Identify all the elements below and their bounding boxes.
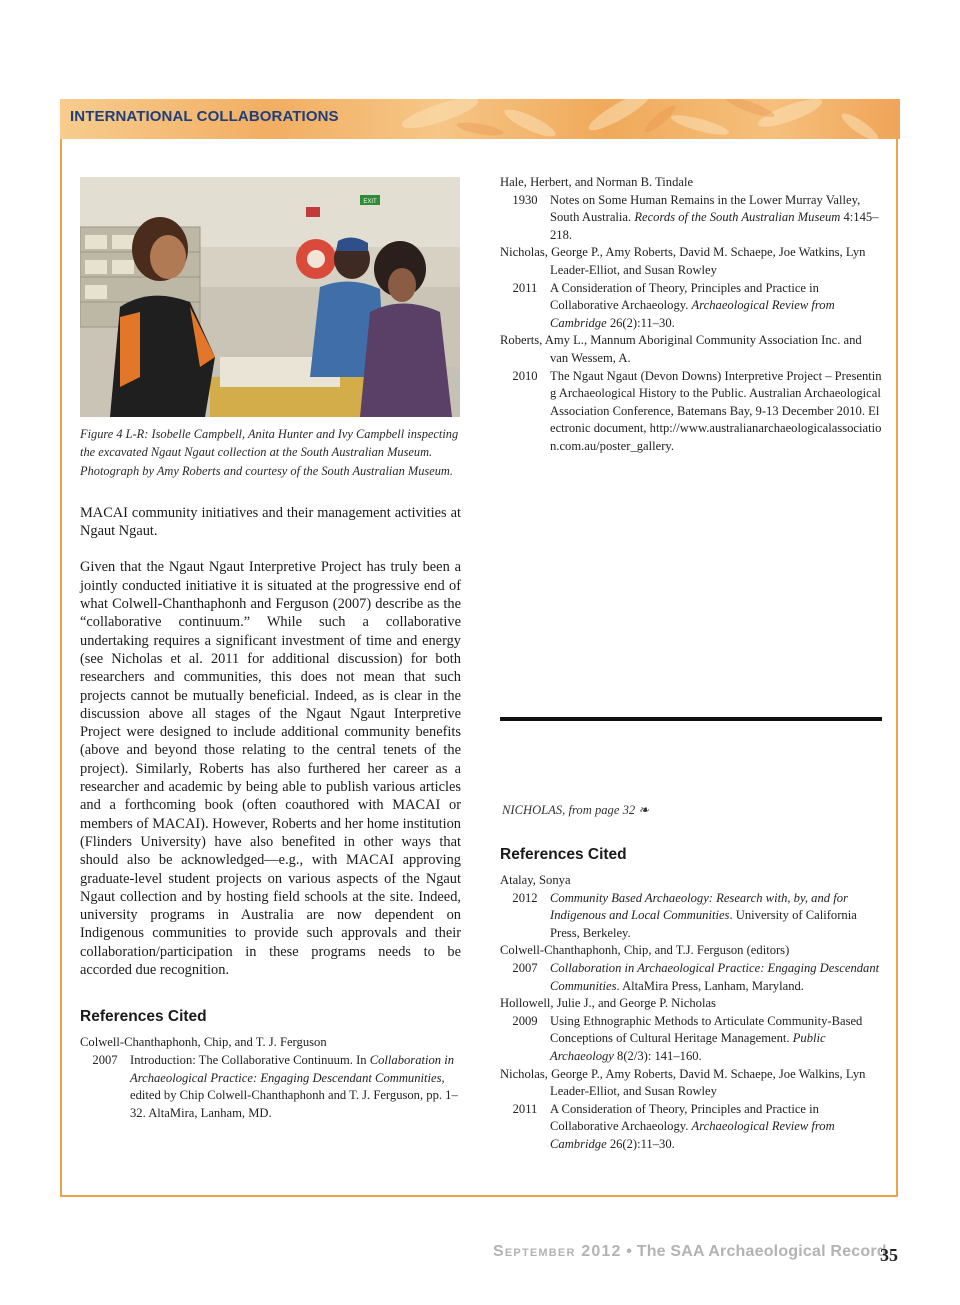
section-divider — [500, 717, 882, 721]
reference-year: 2007 — [512, 960, 538, 975]
reference-entry — [500, 995, 882, 1065]
reference-year: 2009 — [512, 1013, 538, 1028]
reference-author: Colwell-Chanthaphonh, Chip, and T. J. Ferguson — [80, 1035, 327, 1050]
reference-text: A Consideration of Theory, Principles and Practice in Collaborative Archaeology. Archaeological Review from Cambridge 26(2):11–30. — [550, 280, 835, 330]
reference-text: Collaboration in Archaeological Practice: Engaging Descendant Communities. AltaMira Press, Lanham, Maryland. — [550, 960, 880, 993]
reference-text: Community Based Archaeology: Research with, by, and for Indigenous and Local Communities. University of California Press, Berkeley. — [550, 890, 857, 940]
reference-entry — [500, 872, 882, 942]
figure-caption: Figure 4 L-R: Isobelle Campbell, Anita Hunter and Ivy Campbell inspecting the excavated Ngaut Ngaut collection at the South Australian Museum. Photograph by Amy Roberts and courtesy of the South Australian Museum. — [80, 427, 459, 478]
reference-entry — [500, 942, 882, 995]
paragraph-1: MACAI community initiatives and their management activities at Ngaut Ngaut. — [80, 504, 461, 540]
reference-entry — [500, 1066, 882, 1154]
reference-year: 2012 — [512, 890, 538, 905]
reference-text: Introduction: The Collaborative Continuum. In Collaboration in Archaeological Practice: Engaging Descendant Communities, edited by Chip Colwell-Chanthaphonh and T. J. Ferguson, pp. 1–32. AltaMira, Lanham, MD. — [130, 1052, 458, 1120]
photo-illustration — [80, 177, 460, 417]
reference-author: Hollowell, Julie J., and George P. Nicholas — [500, 996, 716, 1011]
section-title: INTERNATIONAL COLLABORATIONS — [70, 108, 339, 125]
reference-text: Using Ethnographic Methods to Articulate Community-Based Conceptions of Cultural Heritage Management. Public Archaeology 8(2/3): 141–160. — [550, 1013, 863, 1063]
continued-ornament-icon: ❧ — [638, 803, 649, 817]
reference-author: Nicholas, George P., Amy Roberts, David M. Schaepe, Joe Walkins, Lyn Leader-Elliot, and Susan Rowley — [500, 1066, 866, 1099]
reference-author: Atalay, Sonya — [500, 873, 571, 887]
running-footer: September 2012 • The SAA Archaeological Record — [493, 1243, 887, 1260]
reference-year: 2010 — [512, 368, 538, 383]
reference-text: A Consideration of Theory, Principles and Practice in Collaborative Archaeology. Archaeological Review from Cambridge 26(2):11–30. — [550, 1101, 835, 1151]
reference-text: The Ngaut Ngaut (Devon Downs) Interpretive Project – Presenting Archaeological History to the Public. Australian Archaeological Association Conference, Batemans Bay, 9-13 December 2010. Electronic document, http://www.australianarchaeologicalassociation.com.au/poster_gallery. — [550, 368, 882, 453]
exit-sign-text: EXIT — [363, 199, 377, 205]
references-heading-right: References Cited — [500, 846, 627, 863]
reference-author: Hale, Herbert, and Norman B. Tindale — [500, 175, 694, 189]
reference-entry — [80, 1034, 461, 1122]
reference-author: Roberts, Amy L., Mannum Aboriginal Community Association Inc. and van Wessem, A. — [500, 333, 862, 365]
reference-year: 1930 — [512, 192, 538, 207]
references-heading-left: References Cited — [80, 1008, 207, 1026]
reference-year: 2007 — [92, 1052, 118, 1067]
page-number: 35 — [880, 1245, 898, 1265]
reference-entry — [500, 332, 882, 455]
left-column — [80, 177, 461, 1122]
reference-entry — [500, 244, 882, 332]
journal-name: The SAA Archaeological Record — [636, 1243, 887, 1260]
figure-photo — [80, 177, 460, 417]
reference-year: 2011 — [512, 1101, 538, 1116]
right-column — [500, 174, 882, 456]
section-banner — [60, 99, 900, 139]
reference-author: Nicholas, George P., Amy Roberts, David M. Schaepe, Joe Watkins, Lyn Leader-Elliot, and Susan Rowley — [500, 245, 866, 277]
right-column-lower — [500, 846, 882, 1154]
reference-entry — [500, 174, 882, 244]
reference-text: Notes on Some Human Remains in the Lower Murray Valley, South Australia. Records of the South Australian Museum 4:145–218. — [550, 192, 879, 242]
continued-from-label: NICHOLAS, from page 32 ❧ — [502, 803, 649, 817]
paragraph-2: Given that the Ngaut Ngaut Interpretive Project has truly been a jointly conducted initiative it is situated at the progressive end of what Colwell-Chanthaphonh and Ferguson (2007) describe as the “collaborative continuum.” While such a collaborative undertaking requires a significant investment of time and energy (see Nicholas et al. 2011 for additional discussion) for both researchers and communities, this does not mean that such projects cannot be mutually beneficial. Indeed, as is clear in the discussion above all stages of the Ngaut Ngaut Interpretive Project were designed to include additional community benefits (above and beyond those relating to the central tenets of the project). Similarly, Roberts has also furthered her career as a researcher and academic by being able to publish various articles and a forthcoming book (often coauthored with MACAI or members of MACAI). However, Roberts and her home institution (Flinders University) have also benefited in other ways that should also be acknowledged—e.g., with MACAI approving graduate-level student projects on various aspects of the Ngaut Ngaut collection and by hosting field schools at the site. Indeed, university programs in Australia are now dependent on Indigenous communities to provide such approvals and their collaboration/participation in these programs needs to be accorded due recognition. — [80, 559, 461, 979]
reference-author: Colwell-Chanthaphonh, Chip, and T.J. Ferguson (editors) — [500, 943, 790, 958]
issue-date: September 2012 — [493, 1243, 622, 1260]
reference-year: 2011 — [512, 280, 538, 295]
